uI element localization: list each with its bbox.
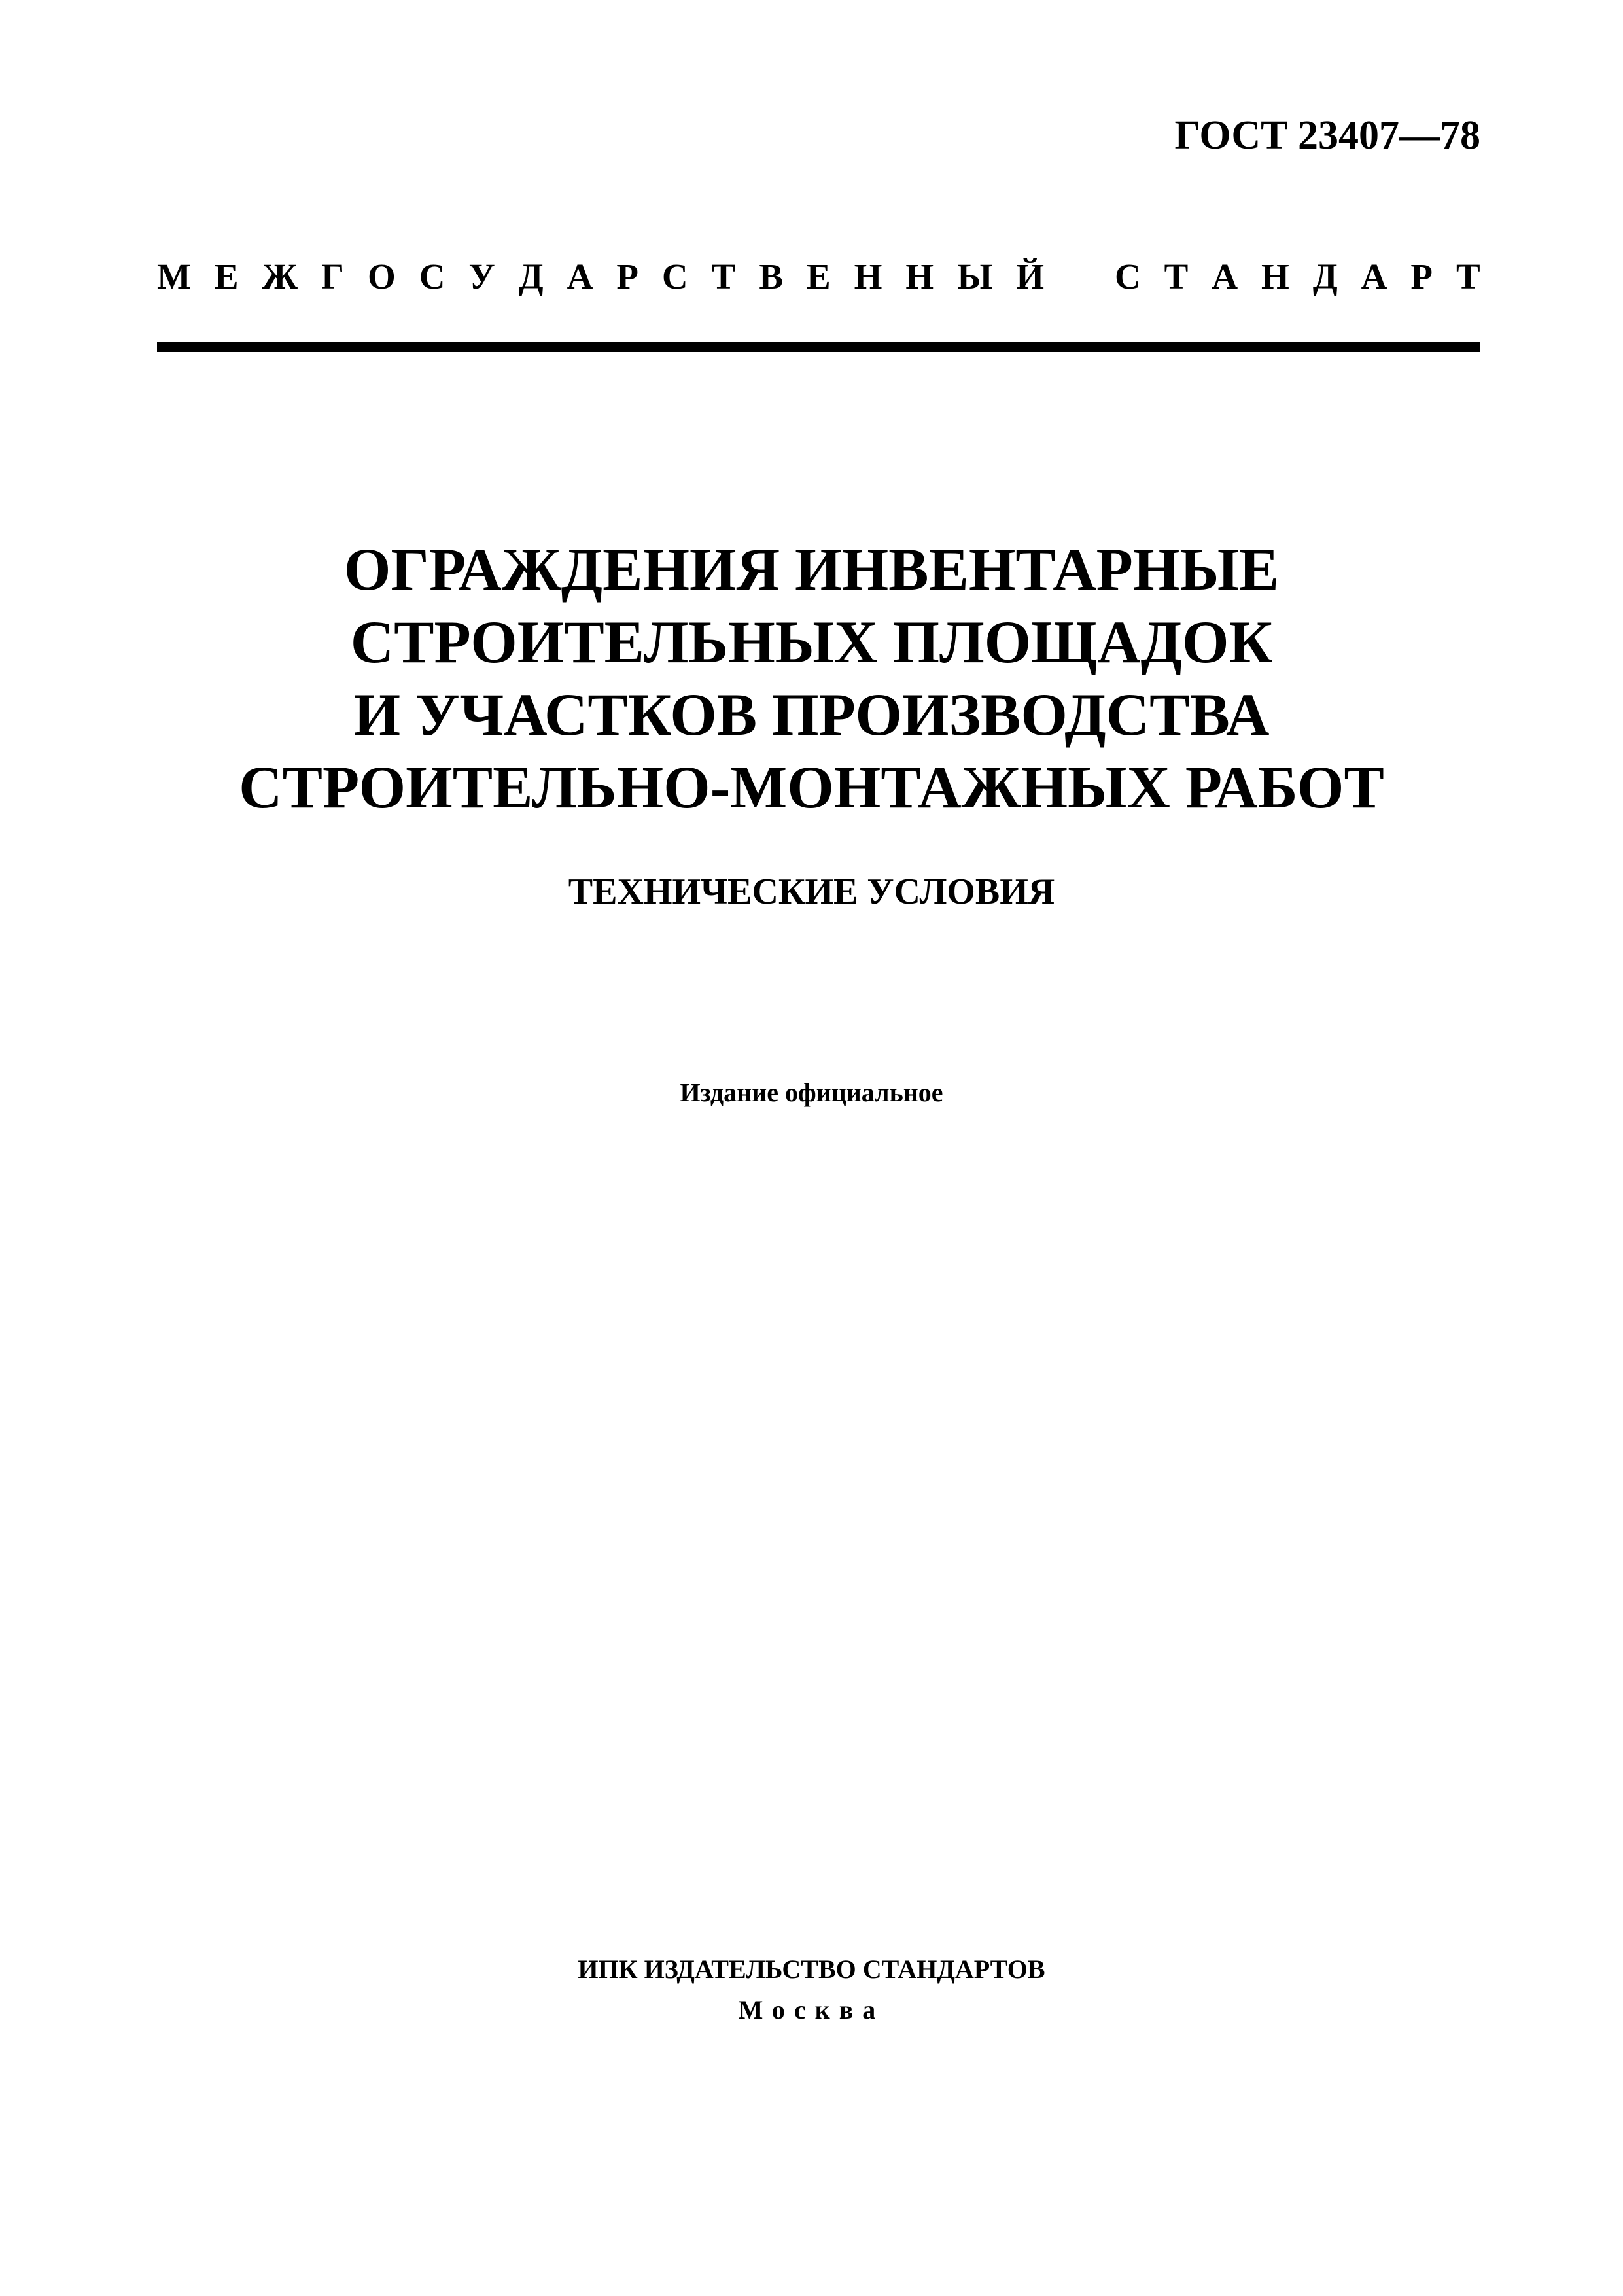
standard-type-letter: Д xyxy=(1312,256,1338,296)
title-line: ОГРАЖДЕНИЯ ИНВЕНТАРНЫЕ xyxy=(343,536,1280,603)
title-line: И УЧАСТКОВ ПРОИЗВОДСТВА xyxy=(353,681,1270,748)
standard-type-word-gap xyxy=(1068,258,1091,294)
doc-number: ГОСТ 23407—78 xyxy=(1174,113,1480,158)
standard-type-letter: Ж xyxy=(262,256,298,296)
standard-type-letter: Н xyxy=(905,256,934,296)
standard-type-letter: В xyxy=(759,256,783,296)
standard-type-letter: С xyxy=(661,256,688,296)
standard-type-letter: Р xyxy=(616,256,638,296)
document-title xyxy=(0,533,1623,824)
standard-type-letter: Й xyxy=(1016,256,1044,296)
publisher-name: ИПК ИЗДАТЕЛЬСТВО СТАНДАРТОВ xyxy=(578,1954,1045,1984)
standard-type-heading xyxy=(157,258,1480,294)
standard-type-letter: А xyxy=(1361,256,1387,296)
title-line: СТРОИТЕЛЬНЫХ ПЛОЩАДОК xyxy=(350,609,1273,675)
standard-type-letter: Т xyxy=(1164,256,1189,296)
standard-type-letter: Н xyxy=(854,256,882,296)
standard-type-letter: Т xyxy=(1456,256,1480,296)
standard-type-letter: Т xyxy=(711,256,736,296)
publisher-city: Москва xyxy=(738,1995,885,2024)
standard-type-letter: Н xyxy=(1261,256,1289,296)
standard-type-letter: С xyxy=(1114,256,1141,296)
standard-type-letter: С xyxy=(419,256,445,296)
edition-note: Издание официальное xyxy=(680,1078,943,1107)
standard-type-letter: О xyxy=(367,256,396,296)
standard-type-letter: Г xyxy=(321,256,344,296)
standard-type-letter: У xyxy=(468,256,495,296)
standard-type-letter: Д xyxy=(518,256,544,296)
heading-divider xyxy=(157,342,1480,352)
standard-type-letter: М xyxy=(157,256,191,296)
standard-type-letter: А xyxy=(567,256,593,296)
standard-type-letter: Р xyxy=(1410,256,1433,296)
standard-type-letter: Е xyxy=(214,256,239,296)
title-line: СТРОИТЕЛЬНО-МОНТАЖНЫХ РАБОТ xyxy=(239,754,1384,821)
standard-type-letter: А xyxy=(1212,256,1238,296)
standard-type-letter: Е xyxy=(806,256,831,296)
standard-type-letter: Ы xyxy=(957,256,993,296)
document-subtitle: ТЕХНИЧЕСКИЕ УСЛОВИЯ xyxy=(568,872,1055,912)
